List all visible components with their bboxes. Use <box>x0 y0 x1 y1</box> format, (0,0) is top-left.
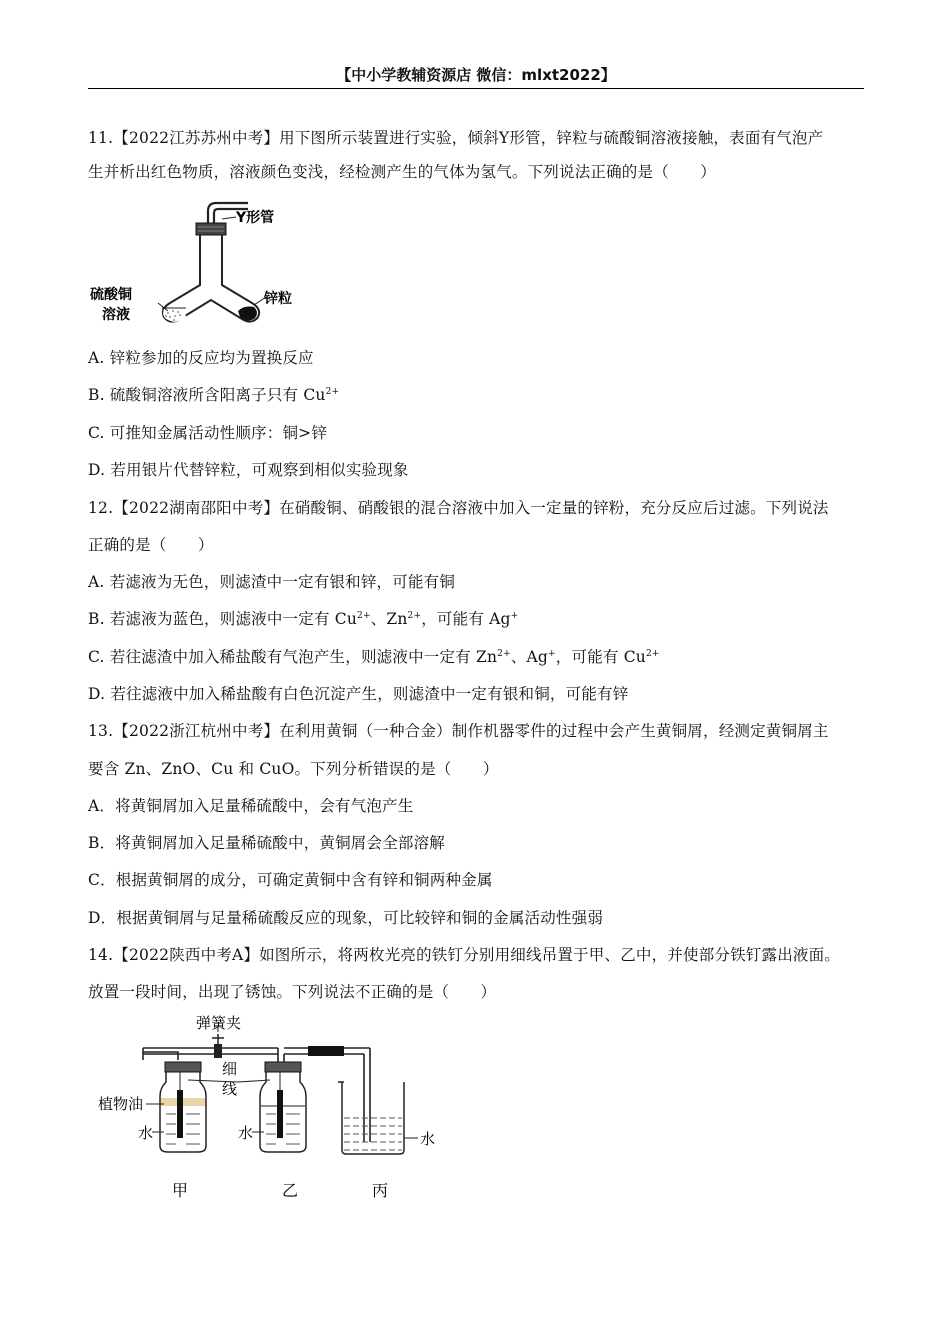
water-label-jia: 水 <box>138 1124 154 1142</box>
zinc-granule-label: 锌粒 <box>264 291 292 307</box>
q11-stem-line2: 生并析出红色物质，溶液颜色变浅，经检测产生的气体为氢气。下列说法正确的是（ ） <box>88 163 717 181</box>
q11-stem-line1: 11.【2022江苏苏州中考】用下图所示装置进行实验，倾斜Y形管，锌粒与硫酸铜溶液接触，表面有气泡产 <box>88 129 824 147</box>
bottle-jia-label: 甲 <box>172 1181 189 1200</box>
q12-option-b: B. 若滤液为蓝色，则滤液中一定有 $Cu^{2+}$、$Zn^{2+}$，可能有 Ag+ <box>88 610 519 628</box>
copper-sulfate-label-2: 溶液 <box>102 307 130 323</box>
q13-option-a: A．将黄铜屑加入足量稀硫酸中，会有气泡产生 <box>88 797 414 815</box>
header-rule <box>88 88 864 89</box>
q14-stem-line2: 放置一段时间，出现了锈蚀。下列说法不正确的是（ ） <box>88 983 497 1001</box>
q12-option-c: C. 若往滤渣中加入稀盐酸有气泡产生，则滤液中一定有 $Zn^{2+}$、Ag+，可能有 $Cu^{2+}$ <box>88 648 660 666</box>
q13-stem-line2: 要含 Zn、ZnO、Cu 和 CuO。下列分析错误的是（ ） <box>88 760 499 778</box>
q13-option-d: D．根据黄铜屑与足量稀硫酸反应的现象，可比较锌和铜的金属活动性强弱 <box>88 909 604 927</box>
y-tube-label: Y形管 <box>236 210 275 226</box>
thread-label-1: 细 <box>222 1060 238 1078</box>
q11-option-d: D. 若用银片代替锌粒，可观察到相似实验现象 <box>88 461 409 479</box>
q12-option-d: D. 若往滤液中加入稀盐酸有白色沉淀产生，则滤渣中一定有银和铜，可能有锌 <box>88 685 629 703</box>
water-label-yi: 水 <box>238 1124 254 1142</box>
water-label-bing: 水 <box>420 1130 436 1148</box>
q12-option-a: A. 若滤液为无色，则滤渣中一定有银和锌，可能有铜 <box>88 573 456 591</box>
copper-sulfate-label-1: 硫酸铜 <box>90 287 132 303</box>
iron-nail-rust-figure <box>88 1010 448 1205</box>
bottle-yi-label: 乙 <box>282 1181 299 1200</box>
vegetable-oil-label: 植物油 <box>98 1095 144 1113</box>
spring-clip-label: 弹簧夹 <box>196 1014 242 1032</box>
thread-label-2: 线 <box>222 1080 238 1098</box>
y-tube-figure <box>88 195 308 330</box>
q13-option-b: B．将黄铜屑加入足量稀硫酸中，黄铜屑会全部溶解 <box>88 834 445 852</box>
q12-stem-line2: 正确的是（ ） <box>88 536 214 554</box>
q13-option-c: C．根据黄铜屑的成分，可确定黄铜中含有锌和铜两种金属 <box>88 871 493 889</box>
q11-option-b: B. 硫酸铜溶液所含阳离子只有 $Cu^{2+}$ <box>88 386 340 404</box>
q11-option-c: C. 可推知金属活动性顺序：铜>锌 <box>88 424 328 442</box>
beaker-bing-label: 丙 <box>372 1181 389 1200</box>
q12-stem-line1: 12.【2022湖南邵阳中考】在硝酸铜、硝酸银的混合溶液中加入一定量的锌粉，充分反应后过滤。下列说法 <box>88 499 829 517</box>
q14-stem-line1: 14.【2022陕西中考A】如图所示，将两枚光亮的铁钉分别用细线吊置于甲、乙中，并使部分铁钉露出液面。 <box>88 946 840 964</box>
page-header: 【中小学教辅资源店 微信：mlxt2022】 <box>336 66 616 84</box>
q13-stem-line1: 13.【2022浙江杭州中考】在利用黄铜（一种合金）制作机器零件的过程中会产生黄铜屑，经测定黄铜屑主 <box>88 722 829 740</box>
q11-option-a: A. 锌粒参加的反应均为置换反应 <box>88 349 314 367</box>
